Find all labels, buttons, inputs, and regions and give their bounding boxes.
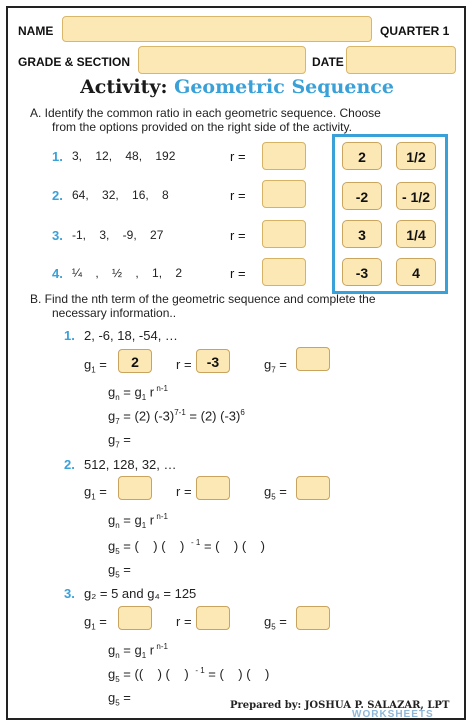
quarter-label: QUARTER 1	[380, 24, 450, 38]
item-a2-answer-box[interactable]	[262, 180, 306, 208]
option-neg-2[interactable]: -2	[342, 182, 382, 210]
option-one-half[interactable]: 1/2	[396, 142, 436, 170]
option-2[interactable]: 2	[342, 142, 382, 170]
grade-section-label: GRADE & SECTION	[18, 55, 131, 69]
option-neg-one-half[interactable]: - 1/2	[396, 182, 436, 210]
item-a2-r-label: r =	[230, 188, 246, 203]
p3-substitution: $g_5$ = (( ) ( ) $^{- 1}$ = ( ) ( )	[108, 666, 270, 684]
problem-2-given: 512, 128, 32, …	[84, 457, 177, 472]
option-one-fourth[interactable]: 1/4	[396, 220, 436, 248]
p2-g1-answer-box[interactable]	[118, 476, 152, 500]
p1-r-label: r =	[176, 357, 192, 372]
p2-substitution: $g_5$ = ( ) ( ) $^{- 1}$ = ( ) ( )	[108, 538, 265, 556]
part-a-instruction-2: from the options provided on the right side of the activity.	[52, 120, 352, 134]
item-a2-sequence: 64, 32, 16, 8	[72, 188, 169, 202]
p3-g5-answer-box[interactable]	[296, 606, 330, 630]
item-a3-sequence: -1, 3, -9, 27	[72, 228, 164, 242]
name-field[interactable]	[62, 16, 372, 42]
problem-2-number: 2.	[64, 457, 75, 472]
problem-3-number: 3.	[64, 586, 75, 601]
p3-r-label: r =	[176, 614, 192, 629]
p2-g1-label: $g_1$ =	[84, 484, 107, 502]
p1-substitution: $g_7 = (2) (-3)^{7-1} = (2)$ $(-3)^6$	[108, 408, 245, 426]
p1-r-answer-box[interactable]: -3	[196, 349, 230, 373]
item-a4-sequence: ¼ , ½ , 1, 2	[72, 266, 183, 280]
option-4[interactable]: 4	[396, 258, 436, 286]
part-a-instruction-1: A. Identify the common ratio in each geometric sequence. Choose	[30, 106, 381, 120]
prepared-by: Prepared by: JOSHUA P. SALAZAR, LPT	[230, 700, 450, 711]
option-neg-3[interactable]: -3	[342, 258, 382, 286]
p1-g1-label: $g_1$ =	[84, 357, 107, 375]
item-a4-answer-box[interactable]	[262, 258, 306, 286]
grade-section-field[interactable]	[138, 46, 306, 74]
item-a1-r-label: r =	[230, 149, 246, 164]
p3-g5-result: $g_5$ =	[108, 690, 131, 708]
p2-r-answer-box[interactable]	[196, 476, 230, 500]
p1-g7-answer-box[interactable]	[296, 347, 330, 371]
activity-title	[0, 76, 474, 98]
part-b-instruction-1: B. Find the nth term of the geometric sequence and complete the	[30, 292, 376, 306]
p3-g5-label: $g_5$ =	[264, 614, 287, 632]
p2-r-label: r =	[176, 484, 192, 499]
p2-g5-label: $g_5$ =	[264, 484, 287, 502]
date-field[interactable]	[346, 46, 456, 74]
watermark-logo: WORKSHEETS	[352, 709, 434, 720]
p2-general-formula: $g_n = g_1$ r $^{n-1}$	[108, 512, 168, 530]
problem-1-number: 1.	[64, 328, 75, 343]
item-a2-number: 2.	[52, 188, 63, 203]
item-a3-r-label: r =	[230, 228, 246, 243]
item-a3-number: 3.	[52, 228, 63, 243]
name-label: NAME	[18, 24, 54, 38]
problem-3-given: g₂ = 5 and g₄ = 125	[84, 586, 197, 601]
p1-g7-label: $g_7$ =	[264, 357, 287, 375]
p1-g7-result: $g_7$ =	[108, 432, 131, 450]
item-a1-answer-box[interactable]	[262, 142, 306, 170]
date-label: DATE	[312, 55, 344, 69]
item-a3-answer-box[interactable]	[262, 220, 306, 248]
item-a1-number: 1.	[52, 149, 63, 164]
activity-label: Activity:	[80, 76, 168, 98]
p3-g1-answer-box[interactable]	[118, 606, 152, 630]
item-a4-number: 4.	[52, 266, 63, 281]
p3-g1-label: $g_1$ =	[84, 614, 107, 632]
activity-topic: Geometric Sequence	[174, 76, 394, 98]
p2-g5-answer-box[interactable]	[296, 476, 330, 500]
p1-general-formula: $g_n = g_1$ r $^{n-1}$	[108, 384, 168, 402]
item-a1-sequence: 3, 12, 48, 192	[72, 149, 176, 163]
p2-g5-result: $g_5$ =	[108, 562, 131, 580]
p3-general-formula: $g_n = g_1$ r $^{n-1}$	[108, 642, 168, 660]
problem-1-given: 2, -6, 18, -54, …	[84, 328, 178, 343]
item-a4-r-label: r =	[230, 266, 246, 281]
option-3[interactable]: 3	[342, 220, 382, 248]
p3-r-answer-box[interactable]	[196, 606, 230, 630]
p1-g1-answer-box[interactable]: 2	[118, 349, 152, 373]
part-b-instruction-2: necessary information..	[52, 306, 177, 320]
